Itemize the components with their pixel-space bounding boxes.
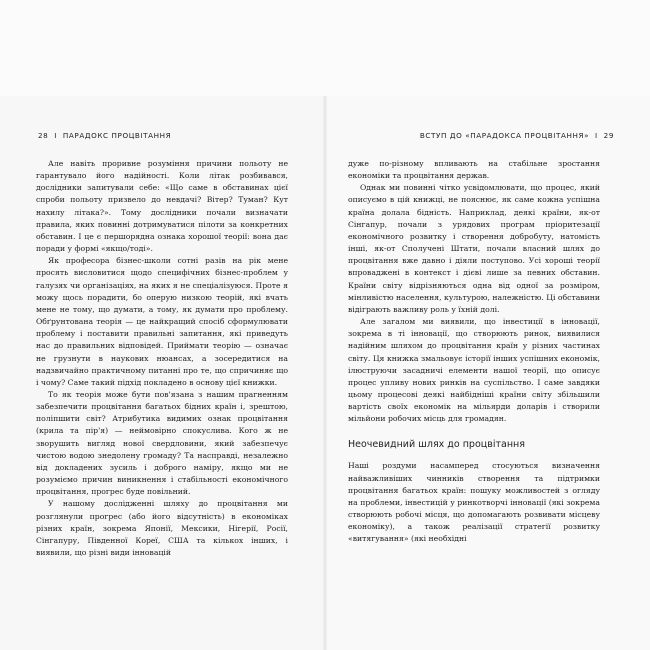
left-header-title: ПАРАДОКС ПРОЦВІТАННЯ [62,131,172,140]
paragraph: Але навіть проривне розуміння причини польоту не гарантувало його надійності. Коли літак розбивався, дослідники запитували себе: «Що саме в обставинах цієї спроби польоту призвело до невдачі? Вітер? Туман? Кут нахилу літака?». Тому дослідники почали визначати правила, яких повинні дотримуватися пілоти за конкретних обставин. І це є першорядна ознака хорошої теорії: вона дає поради у формі «якщо/тоді». [36,159,288,254]
book-gutter [323,96,327,650]
paragraph: Однак ми повинні чітко усвідомлювати, що процес, який описуємо в цій книжці, не пояснює, як саме кожна успішна країна долала бідність. Наприклад, деякі країни, як-от Сінгапур, почали з урядових програм пріоритезації економічного розвитку і створення добробуту, натомість інші, як-от Сполучені Штати, почали власний шлях до процвітання вже давно і діяли поступово. Усі хороші теорії впроваджені в контекст і дієві лише за певних обставин. Країни світу відрізняються одна від одної за розміром, мінливістю населення, культурою, належністю. Ці обставини відіграють важливу роль у їхній долі. [348,183,600,314]
background-margin [0,0,650,96]
paragraph: Як професора бізнес-школи сотні разів на рік мене просять висловитися щодо специфічних бізнес-проблем у галузях чи організаціях, на яких я не спеціалізуюся. Проте я можу щось порадити, бо оперую низкою теорій, які вчать мене не тому, що думати, а тому, як думати про проблему. Обґрунтована теорія — це найкращий спосіб сформулювати проблему і поставити правильні запитання, які приведуть нас до правильних відповідей. Приймати теорію — означає не грузнути в наукових нюансах, а зосередитися на надзвичайно практичному питанні про те, що спричиняє що і чому? Саме такий підхід покладено в основу цієї книжки. [36,256,288,387]
paragraph: Але загалом ми виявили, що інвестиції в інновації, зокрема в ті інновації, що створюють ринок, виявилися надійним шляхом до процвітання країн у різних частинах світу. Ця книжка змальовує історії інших успішних економік, ілюструючи засадничі елементи нашої теорії, що описує процес упливу нових ринків на суспільство. І саме завдяки цьому процесові деякі найбідніші країни світу збільшили вартість своїх економік на мільярди доларів і створили мільйони робочих місць для громадян. [348,317,600,424]
right-header-title: ВСТУП ДО «ПАРАДОКСА ПРОЦВІТАННЯ» [419,131,590,140]
paragraph-continuation: дуже по-різному впливають на стабільне зростання економіки та процвітання держав. [348,159,600,181]
left-running-header [38,131,171,140]
right-page-number: 29 [603,131,614,140]
left-page-number: 28 [38,131,49,140]
section-heading: Неочевидний шлях до процвітання [348,439,525,451]
header-separator: I [54,131,57,140]
left-text-column [36,158,288,559]
right-running-header [420,131,614,140]
paragraph: У нашому дослідженні шляху до процвітання ми розглянули прогрес (або його відсутність) в економіках різних країн, зокрема Японії, Мексики, Нігерії, Росії, Сінгапуру, Південної Кореї, США та кількох інших, і виявили, що різні види інновацій [36,499,288,557]
paragraph: То як теорія може бути пов'язана з нашим прагненням забезпечити процвітання багатьох бідних країн і, зрештою, поліпшити світ? Атрибутика видимих ознак процвітання (крила та пір'я) — неймовірно спокуслива. Кого ж не зворушить вигляд нової свердловини, який забезпечує чистою водою знедолену громаду? Та насправді, незалежно від докладених зусиль і доброго наміру, якщо ми не розуміємо причин виникнення і стабільності економічного процвітання, прогрес буде повільний. [36,389,288,497]
right-text-column [348,158,600,546]
paragraph: Наші роздуми насамперед стосуються визначення найважливіших чинників створення та підтримки процвітання багатьох країн: пошуку можливостей з огляду на проблеми, інвестицій у ринкотворчі інновації (які зокрема створюють робочі місця, що допомагають розвивати місцеву економіку), а також реалізації стратегії розвитку «витягування» (які необхідні [348,461,600,544]
header-separator: I [595,131,598,140]
